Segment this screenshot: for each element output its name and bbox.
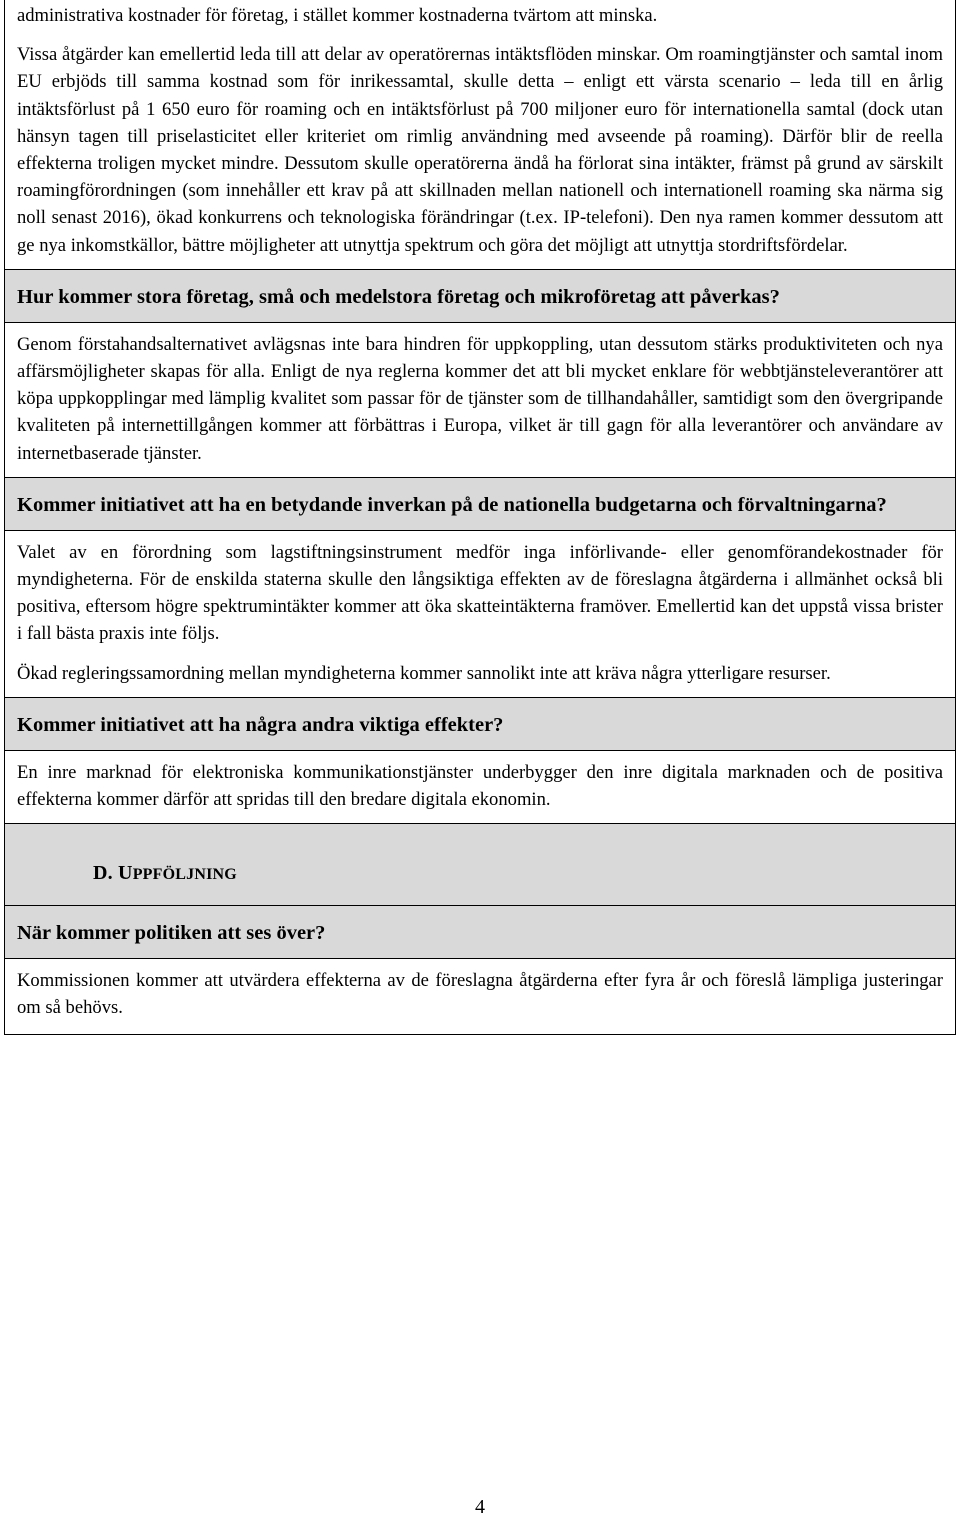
paragraph-review: Kommissionen kommer att utvärdera effekterna av de föreslagna åtgärderna efter fyra år och föreslå lämpliga justeringar om så behövs.	[17, 970, 943, 1019]
section-title-prefix: D. U	[93, 862, 133, 885]
question-heading-budgets: Kommer initiativet att ha en betydande inverkan på de nationella budgetarna och förvaltningarna?	[17, 493, 887, 516]
heading-cell-review	[5, 905, 955, 958]
heading-cell-other-effects	[5, 697, 955, 750]
question-heading-companies: Hur kommer stora företag, små och medelstora företag och mikroföretag att påverkas?	[17, 285, 780, 308]
question-heading-other-effects: Kommer initiativet att ha några andra viktiga effekter?	[17, 713, 504, 736]
heading-cell-companies	[5, 269, 955, 322]
text-cell-companies	[5, 322, 955, 477]
paragraph-revenue-impact: Vissa åtgärder kan emellertid leda till att delar av operatörernas intäktsflöden minskar. Om roamingtjänster och samtal inom EU erbjöds till samma kostnad som för inrikessamtal, skulle detta – enligt ett värsta scenario – leda till en årlig intäktsförlust på 1 650 euro för roaming och en intäktsförlust på 700 miljoner euro för internationella samtal (dock utan hänsyn tagen till priselasticitet eller kriteriet om rimlig användning med avseende på roaming). Därför blir de reella effekterna troligen mycket mindre. Dessutom skulle operatörerna ändå ha förlorat sina intäkter, främst på grund av särskilt roamingförordningen (som innehåller ett krav på att skillnaden mellan nationell och internationell roaming ska närma sig noll senast 2016), ökad konkurrens och teknologiska förändringar (t.ex. IP-telefoni). Den nya ramen kommer dessutom att ge nya inkomstkällor, bättre möjligheter att utnyttja spektrum och göra det möjligt att utnyttja stordriftsfördelar.	[17, 44, 943, 256]
question-heading-review: När kommer politiken att ses över?	[17, 922, 326, 945]
text-cell-budgets	[5, 530, 955, 697]
section-title-rest: PPFÖLJNING	[132, 866, 237, 884]
paragraph-regulation-choice: Valet av en förordning som lagstiftningsinstrument medför inga införlivande- eller genomförandekostnader för myndigheterna. För de enskilda staterna skulle den långsiktiga effekten av de föreslagna åtgärderna i allmänhet också bli positiva, eftersom högre spektrumintäkter kommer att öka skatteintäkterna framöver. Emellertid kan det uppstå vissa brister i fall bästa praxis inte följs.	[17, 541, 943, 645]
text-cell-review	[5, 958, 955, 1033]
paragraph-other-effects: En inre marknad för elektroniska kommunikationstjänster underbygger den inre digitala marknaden och de positiva effekterna kommer därför att spridas till den bredare digitala ekonomin.	[17, 761, 943, 811]
page-number: 4	[475, 1496, 485, 1518]
section-title-followup	[93, 862, 943, 885]
paragraph-admin-costs: administrativa kostnader för företag, i stället kommer kostnaderna tvärtom att minska.	[17, 5, 658, 26]
summary-table	[4, 0, 956, 1035]
section-heading-cell	[5, 823, 955, 905]
document-page	[4, 0, 956, 1035]
text-cell-costs	[5, 0, 955, 269]
heading-cell-budgets	[5, 477, 955, 530]
text-cell-other-effects	[5, 750, 955, 823]
paragraph-companies: Genom förstahandsalternativet avlägsnas inte bara hindren för uppkoppling, utan dessutom stärks produktiviteten och nya affärsmöjligheter skapas för alla. Enligt de nya reglerna kommer det att bli mycket enklare för webbtjänsteleverantörer att köpa uppkopplingar med lämplig kvalitet som passar för de tjänster som de tillhandahåller, samtidigt som den övergripande kvaliteten på internettillgången kommer att förbättras i Europa, vilket är till gagn för alla leverantörer och användare av internetbaserade tjänster.	[17, 333, 943, 464]
paragraph-coordination: Ökad regleringssamordning mellan myndigheterna kommer sannolikt inte att kräva några ytterligare resurser.	[17, 662, 831, 684]
